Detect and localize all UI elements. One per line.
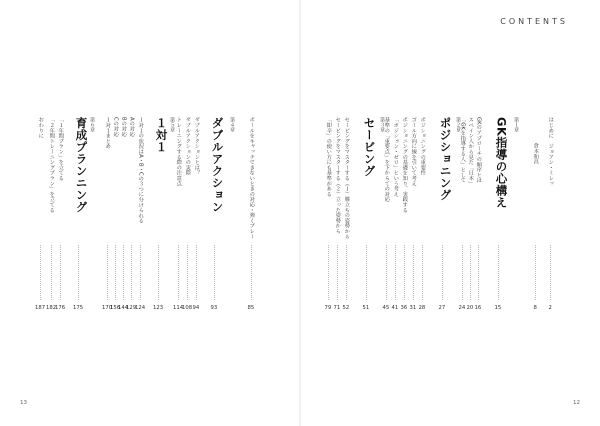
leader-line [178, 245, 179, 300]
toc-entry-page: 124 [135, 305, 146, 311]
chapter-label: 第５章 [169, 117, 175, 132]
page-gutter [299, 0, 301, 426]
toc-entry-title: 「GKを指導する人」として [459, 117, 466, 183]
chapter-page: 51 [362, 305, 370, 311]
toc-entry-title: セービングをマスターする（１）膝立ちの姿勢から [343, 117, 350, 239]
toc-entry-page: 108 [182, 305, 193, 311]
toc-entry-title: Aの対応 [128, 117, 135, 137]
toc-entry-page: 31 [409, 305, 417, 311]
toc-entry-title: ポジショニングの重要性 [419, 117, 426, 176]
toc-entry-title: 「ポジション・ゼロ」という考え [392, 117, 399, 197]
toc-entry-page: 36 [400, 305, 408, 311]
toc-entry-page: 114 [173, 305, 184, 311]
toc-entry-title: Cの対応 [112, 117, 119, 137]
toc-entry-title: はじめに ジョアン・ミレッ [547, 117, 554, 186]
chapter-page: 93 [210, 305, 218, 311]
toc-entry-title: 倉本和昌 [532, 143, 539, 165]
leader-line [40, 245, 41, 300]
toc-entry-page: 144 [118, 305, 129, 311]
leader-line [60, 245, 61, 300]
page-number-left: 13 [20, 400, 27, 406]
leader-line [158, 245, 159, 300]
toc-entry-title: ゴール方向に線を引いて考え [410, 117, 417, 186]
leader-line [214, 245, 215, 300]
leader-line [462, 245, 463, 300]
toc-entry-title: スペイン人から見た「日本」 [467, 117, 474, 186]
toc-entry-page: 85 [247, 305, 255, 311]
chapter-title: セービング [362, 117, 377, 177]
toc-entry-page: 52 [342, 305, 350, 311]
leader-line [328, 245, 329, 300]
leader-line [140, 245, 141, 300]
leader-line [413, 245, 414, 300]
toc-entry-title: 「１年間プラン」を立てる [57, 117, 64, 181]
chapter-label: 第１章 [513, 117, 519, 132]
chapter-title: ポジショニング [438, 117, 453, 201]
toc-entry-page: 170 [102, 305, 113, 311]
chapter-title: 育成プランニング [74, 117, 89, 213]
chapter-label: 第６章 [89, 117, 95, 132]
chapter-title: １対１ [154, 117, 169, 153]
chapter-label: 第３章 [379, 117, 385, 132]
toc-entry-page: 16 [474, 305, 482, 311]
toc-entry-title: １対１まとめ [104, 117, 111, 149]
page-number-right: 12 [573, 400, 580, 406]
chapter-page: 15 [494, 305, 502, 311]
toc-entry-page: 8 [533, 305, 537, 311]
toc-entry-page: 2 [548, 305, 552, 311]
toc-entry-title: セービングをマスターする（２）立った姿勢から [334, 117, 341, 234]
contents-heading: CONTENTS [500, 17, 568, 26]
chapter-page: 27 [438, 305, 446, 311]
toc-entry-page: 182 [46, 305, 57, 311]
leader-line [187, 245, 188, 300]
chapter-page: 123 [153, 305, 164, 311]
leader-line [404, 245, 405, 300]
toc-entry-page: 45 [382, 305, 390, 311]
leader-line [131, 245, 132, 300]
toc-entry-page: 176 [55, 305, 66, 311]
leader-line [442, 245, 443, 300]
leader-line [346, 245, 347, 300]
leader-line [337, 245, 338, 300]
leader-line [498, 245, 499, 300]
chapter-label: 第２章 [455, 117, 461, 132]
toc-entry-page: 20 [466, 305, 474, 311]
leader-line [550, 245, 551, 300]
leader-line [251, 245, 252, 300]
toc-entry-title: Bの対応 [120, 117, 127, 137]
leader-line [196, 245, 197, 300]
chapter-label: 第４章 [229, 117, 235, 132]
leader-line [478, 245, 479, 300]
toc-entry-page: 79 [324, 305, 332, 311]
toc-entry-title: おわりに [37, 117, 44, 139]
toc-entry-page: 24 [458, 305, 466, 311]
toc-entry-title: ダブルアクションとは？ [193, 117, 200, 176]
chapter-title: GK指導の心構え [494, 117, 509, 209]
chapter-page: 175 [73, 305, 84, 311]
toc-entry-title: 「２年間トレーニングプラン」を立てる [48, 117, 55, 213]
leader-line [366, 245, 367, 300]
toc-entry-title: １対１の状況はA・B・Cの３つに分けられる [137, 117, 144, 224]
toc-entry-page: 71 [333, 305, 341, 311]
toc-entry-page: 156 [110, 305, 121, 311]
leader-line [422, 245, 423, 300]
leader-line [470, 245, 471, 300]
toc-entry-title: GKのアプローチの順序とは [475, 117, 482, 183]
toc-entry-page: 94 [192, 305, 200, 311]
toc-entry-title: トレーニングする際の注意点 [175, 117, 182, 186]
toc-entry-title: ダブルアクションの実際 [184, 117, 191, 176]
toc-entry-page: 187 [35, 305, 46, 311]
leader-line [386, 245, 387, 300]
toc-entry-title: ボールをキャッチできないときの対応・弾くプレー [248, 117, 255, 239]
leader-line [51, 245, 52, 300]
leader-line [115, 245, 116, 300]
leader-line [395, 245, 396, 300]
toc-entry-page: 129 [126, 305, 137, 311]
toc-entry-title: ポジショニングの基礎を知り、実践する [401, 117, 408, 213]
toc-entry-page: 41 [391, 305, 399, 311]
leader-line [78, 245, 79, 300]
toc-entry-page: 28 [418, 305, 426, 311]
toc-entry-title: 基準の「重要点」を下からての対応 [383, 117, 390, 202]
chapter-title: ダブルアクション [210, 117, 225, 213]
leader-line [123, 245, 124, 300]
toc-entry-title: 「即辛」の使い方にも基準がある [325, 117, 332, 197]
leader-line [535, 245, 536, 300]
leader-line [107, 245, 108, 300]
